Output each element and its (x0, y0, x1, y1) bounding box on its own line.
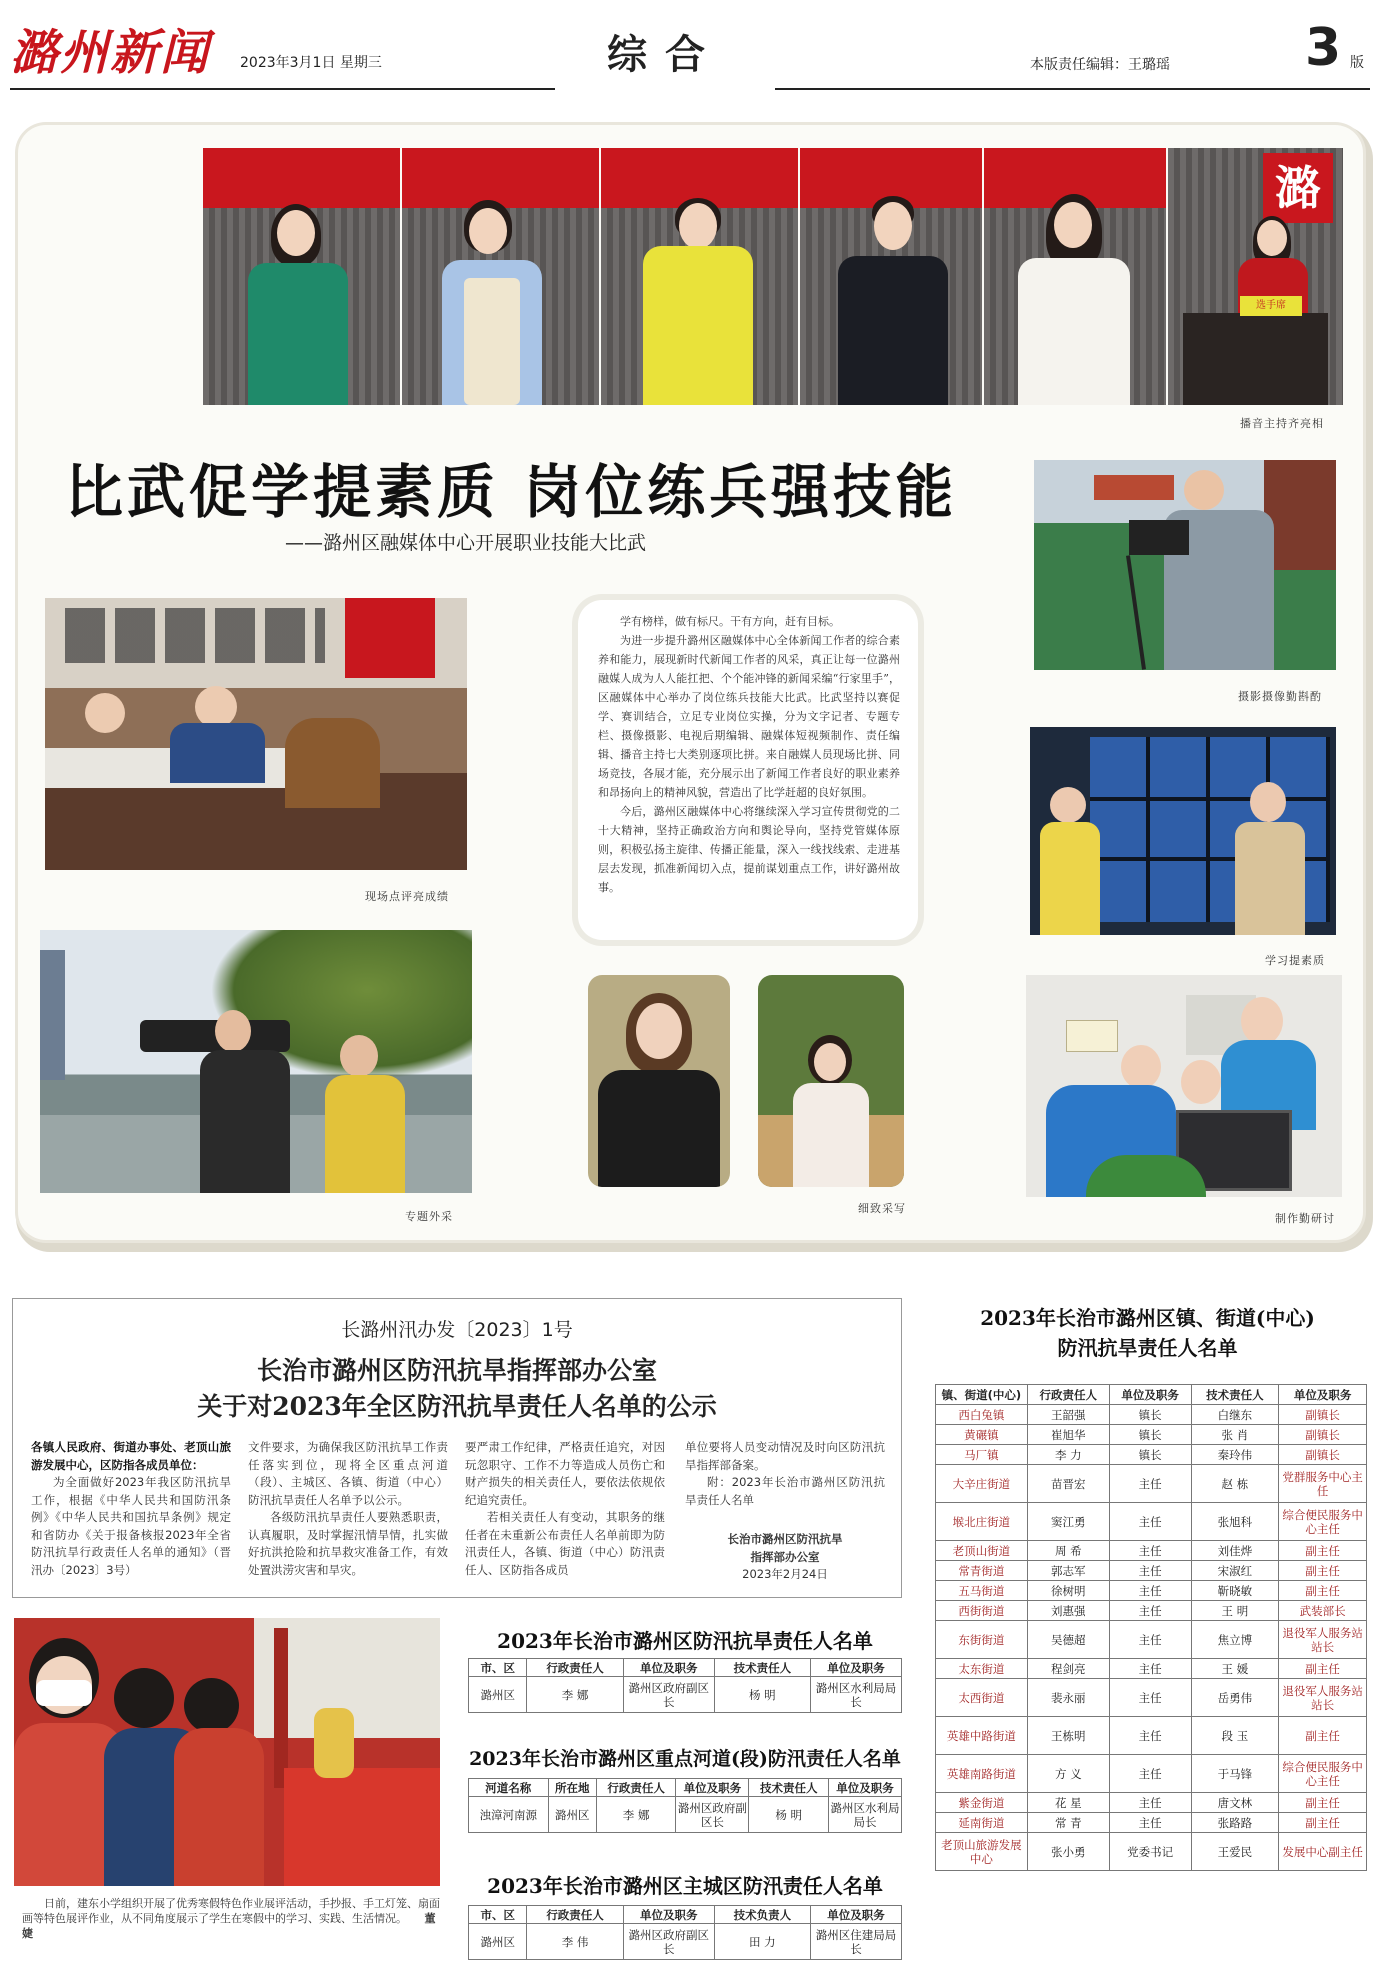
table-cell: 主任 (1109, 1561, 1191, 1581)
table-cell: 副镇长 (1279, 1405, 1367, 1425)
table-cell: 徐树明 (1027, 1581, 1109, 1601)
table-header: 所在地 (548, 1779, 596, 1797)
notice-document-number: 长潞州汛办发〔2023〕1号 (341, 1319, 573, 1341)
table-cell: 程剑亮 (1027, 1659, 1109, 1679)
table-cell: 王 明 (1191, 1601, 1279, 1621)
notice-title-line1: 长治市潞州区防汛抗旱指挥部办公室 (256, 1356, 657, 1385)
table-cell: 综合便民服务中心主任 (1279, 1503, 1367, 1541)
urban-table-title: 2023年长治市潞州区主城区防汛责任人名单 (487, 1874, 883, 1898)
table-cell: 主任 (1109, 1601, 1191, 1621)
table-cell: 李 力 (1027, 1445, 1109, 1465)
table-cell: 段 玉 (1191, 1717, 1279, 1755)
table-cell: 李 伟 (527, 1924, 623, 1960)
table-row (936, 1717, 1367, 1755)
table-cell: 武装部长 (1279, 1601, 1367, 1621)
table-header: 单位及职务 (623, 1906, 714, 1924)
table-cell: 浊漳河南源 (469, 1797, 549, 1833)
table-header: 行政责任人 (1027, 1385, 1109, 1405)
table-row (936, 1679, 1367, 1717)
table-cell: 堠北庄街道 (936, 1503, 1028, 1541)
table-header: 行政责任人 (596, 1779, 676, 1797)
article-paragraph: 今后，潞州区融媒体中心将继续深入学习宣传贯彻党的二十大精神，坚持正确政治方向和舆论导向，坚持党管媒体原则，积极弘扬主旋律、传播正能量，深入一线找线索、走进基层去发现，抓准新闻切入点，提前谋划重点工作，讲好潞州故事。 (598, 805, 900, 894)
table-cell: 焦立博 (1191, 1621, 1279, 1659)
table-cell: 潞州区住建局局长 (811, 1924, 902, 1960)
table-cell: 大辛庄街道 (936, 1465, 1028, 1503)
table-cell: 潞州区 (548, 1797, 596, 1833)
table-row (936, 1561, 1367, 1581)
table-cell: 党群服务中心主任 (1279, 1465, 1367, 1503)
notice-column-1 (31, 1439, 231, 1579)
table-cell: 主任 (1109, 1793, 1191, 1813)
table-cell: 副主任 (1279, 1541, 1367, 1561)
table-cell: 常青街道 (936, 1561, 1028, 1581)
table-cell: 于马锋 (1191, 1755, 1279, 1793)
table-cell: 镇长 (1109, 1425, 1191, 1445)
school-caption-author: 董婕 (22, 1912, 436, 1940)
masthead (0, 0, 1380, 95)
table-cell: 老顶山旅游发展中心 (936, 1833, 1028, 1871)
table-cell: 主任 (1109, 1465, 1191, 1503)
anchor-photo-strip (203, 148, 1343, 405)
table-cell: 主任 (1109, 1659, 1191, 1679)
table-cell: 杨 明 (749, 1797, 829, 1833)
notice-body: 要严肃工作纪律，严格责任追究，对因玩忽职守、工作不力等造成人员伤亡和财产损失的相关责任人，要依法依规依纪追究责任。 (465, 1440, 665, 1507)
table-cell: 西街街道 (936, 1601, 1028, 1621)
table-cell: 综合便民服务中心主任 (1279, 1755, 1367, 1793)
table-cell: 潞州区政府副区长 (623, 1677, 714, 1713)
table-cell: 延南街道 (936, 1813, 1028, 1833)
table-cell: 宋淑红 (1191, 1561, 1279, 1581)
anchor-photo-4 (800, 148, 982, 405)
table-row (469, 1924, 902, 1960)
masthead-rule-left (10, 88, 555, 90)
notice-body: 若相关责任人有变动，其职务的继任者在未重新公布责任人名单前即为防汛责任人，各镇、街道（中心）防汛责任人、区防指各成员 (465, 1510, 665, 1577)
table-row (936, 1405, 1367, 1425)
table-cell: 主任 (1109, 1755, 1191, 1793)
notice-body: 各级防汛抗旱责任人要熟悉职责，认真履职，及时掌握汛情旱情，扎实做好抗洪抢险和抗旱救灾准备工作，有效处置洪涝灾害和旱灾。 (248, 1510, 448, 1577)
table-header: 技术责任人 (749, 1779, 829, 1797)
table-cell: 窦江勇 (1027, 1503, 1109, 1541)
table-cell: 副主任 (1279, 1561, 1367, 1581)
table-cell: 主任 (1109, 1503, 1191, 1541)
table-cell: 赵 栋 (1191, 1465, 1279, 1503)
photo-review (45, 598, 467, 870)
table-cell: 主任 (1109, 1541, 1191, 1561)
towns-table (935, 1384, 1367, 1871)
table-cell: 方 义 (1027, 1755, 1109, 1793)
table-cell: 常 青 (1027, 1813, 1109, 1833)
table-header: 行政责任人 (527, 1659, 623, 1677)
photo-writing-1 (588, 975, 730, 1187)
anchor-photo-1 (203, 148, 400, 405)
notice-body: 为全面做好2023年我区防汛抗旱工作，根据《中华人民共和国防汛条例》《中华人民共和国抗旱条例》规定和省防办《关于报备核报2023年全省防汛抗旱行政责任人名单的通知》（晋汛办〔2023〕3号） (31, 1475, 231, 1577)
photo-production (1026, 975, 1342, 1197)
table-cell: 党委书记 (1109, 1833, 1191, 1871)
table-cell: 副主任 (1279, 1793, 1367, 1813)
feature-title: 比武促学提素质 岗位练兵强技能 (65, 458, 958, 526)
table-row (936, 1425, 1367, 1445)
school-caption-text: 日前，建东小学组织开展了优秀寒假特色作业展评活动，手抄报、手工灯笼、扇面画等特色展评作业，从不同角度展示了学生在寒假中的学习、实践、生活情况。 (22, 1897, 440, 1925)
table-cell: 刘惠强 (1027, 1601, 1109, 1621)
notice-title-line2: 关于对2023年全区防汛抗旱责任人名单的公示 (197, 1392, 717, 1421)
towns-table-title-line2: 防汛抗旱责任人名单 (1057, 1336, 1238, 1360)
table-row (936, 1503, 1367, 1541)
notice-signature-2: 指挥部办公室 (750, 1549, 820, 1564)
table-row (936, 1755, 1367, 1793)
table-row (936, 1793, 1367, 1813)
photo-writing-2 (758, 975, 904, 1187)
table-cell: 英雄中路街道 (936, 1717, 1028, 1755)
table-cell: 太西街道 (936, 1679, 1028, 1717)
table-cell: 裴永丽 (1027, 1679, 1109, 1717)
caption-outdoor: 专题外采 (405, 1210, 453, 1223)
table-cell: 唐文林 (1191, 1793, 1279, 1813)
table-cell: 郭志军 (1027, 1561, 1109, 1581)
table-cell: 主任 (1109, 1679, 1191, 1717)
table-row (936, 1601, 1367, 1621)
table-cell: 东街街道 (936, 1621, 1028, 1659)
newspaper-logo: 潞州新闻 (10, 25, 211, 81)
table-cell: 刘佳烨 (1191, 1541, 1279, 1561)
table-cell: 花 星 (1027, 1793, 1109, 1813)
table-cell: 张小勇 (1027, 1833, 1109, 1871)
table-header: 单位及职务 (676, 1779, 749, 1797)
towns-table-title-line1: 2023年长治市潞州区镇、街道(中心) (980, 1306, 1315, 1330)
table-cell: 西白兔镇 (936, 1405, 1028, 1425)
river-table-title: 2023年长治市潞州区重点河道(段)防汛责任人名单 (469, 1748, 901, 1770)
table-cell: 退役军人服务站站长 (1279, 1621, 1367, 1659)
table-header: 行政责任人 (527, 1906, 623, 1924)
table-cell: 潞州区政府副区长 (676, 1797, 749, 1833)
table-cell: 副镇长 (1279, 1445, 1367, 1465)
table-cell: 潞州区水利局局长 (811, 1677, 902, 1713)
table-cell: 潞州区 (469, 1924, 527, 1960)
caption-production: 制作勤研讨 (1275, 1212, 1335, 1225)
table-cell: 王 媛 (1191, 1659, 1279, 1679)
section-header (565, 25, 765, 85)
table-cell: 苗晋宏 (1027, 1465, 1109, 1503)
table-header: 单位及职务 (623, 1659, 714, 1677)
caption-anchors: 播音主持齐亮相 (1240, 417, 1324, 430)
table-cell: 张旭科 (1191, 1503, 1279, 1541)
table-cell: 镇长 (1109, 1405, 1191, 1425)
table-cell: 潞州区 (469, 1677, 527, 1713)
table-cell: 主任 (1109, 1717, 1191, 1755)
feature-subtitle: ——潞州区融媒体中心开展职业技能大比武 (285, 532, 647, 554)
photo-camera (1034, 460, 1336, 670)
notice-column-3 (465, 1439, 665, 1579)
caption-writing: 细致采写 (858, 1202, 906, 1215)
notice-column-2 (248, 1439, 448, 1579)
river-table (468, 1778, 902, 1833)
notice-attachment: 附：2023年长治市潞州区防汛抗旱责任人名单 (685, 1475, 885, 1507)
notice-date: 2023年2月24日 (742, 1567, 828, 1581)
table-cell: 主任 (1109, 1621, 1191, 1659)
anchor-photo-6 (1168, 148, 1343, 405)
notice-body: 单位要将人员变动情况及时向区防汛抗旱指挥部备案。 (685, 1440, 885, 1472)
table-row (936, 1621, 1367, 1659)
table-header: 单位及职务 (1279, 1385, 1367, 1405)
table-cell: 退役军人服务站站长 (1279, 1679, 1367, 1717)
table-cell: 副主任 (1279, 1659, 1367, 1679)
caption-camera: 摄影摄像勤斟酌 (1238, 690, 1322, 703)
table-header: 市、区 (469, 1659, 527, 1677)
table-header: 镇、街道(中心) (936, 1385, 1028, 1405)
notice-salutation: 各镇人民政府、街道办事处、老顶山旅游发展中心，区防指各成员单位： (31, 1440, 231, 1472)
notice-signature-1: 长治市潞州区防汛抗旱 (727, 1532, 843, 1546)
table-cell: 镇长 (1109, 1445, 1191, 1465)
photo-school (14, 1618, 440, 1886)
anchor-strip-sign: 潞 (1263, 153, 1333, 223)
table-cell: 王爱民 (1191, 1833, 1279, 1871)
school-photo-caption (22, 1896, 442, 1941)
table-row (469, 1677, 902, 1713)
table-cell: 李 娜 (527, 1677, 623, 1713)
table-cell: 王栋明 (1027, 1717, 1109, 1755)
flood-control-notice (12, 1298, 902, 1598)
table-cell: 田 力 (714, 1924, 810, 1960)
table-header: 单位及职务 (1109, 1385, 1191, 1405)
table-header: 技术负责人 (714, 1906, 810, 1924)
anchor-photo-3 (601, 148, 798, 405)
photo-outdoor (40, 930, 472, 1193)
table-header: 单位及职务 (811, 1906, 902, 1924)
table-cell: 紫金街道 (936, 1793, 1028, 1813)
table-header: 市、区 (469, 1906, 527, 1924)
table-cell: 张路路 (1191, 1813, 1279, 1833)
table-cell: 白继东 (1191, 1405, 1279, 1425)
table-row (936, 1465, 1367, 1503)
table-cell: 发展中心副主任 (1279, 1833, 1367, 1871)
table-cell: 张 肖 (1191, 1425, 1279, 1445)
article-paragraph: 学有榜样，做有标尺。干有方向，赶有目标。 (620, 615, 840, 628)
table-cell: 王韶强 (1027, 1405, 1109, 1425)
page-unit: 版 (1350, 55, 1364, 71)
table-row (936, 1541, 1367, 1561)
table-cell: 秦玲伟 (1191, 1445, 1279, 1465)
table-cell: 副主任 (1279, 1717, 1367, 1755)
table-row (936, 1813, 1367, 1833)
table-header: 河道名称 (469, 1779, 549, 1797)
table-row (936, 1833, 1367, 1871)
anchor-photo-5 (984, 148, 1166, 405)
table-cell: 老顶山街道 (936, 1541, 1028, 1561)
table-cell: 副主任 (1279, 1813, 1367, 1833)
article-paragraph: 为进一步提升潞州区融媒体中心全体新闻工作者的综合素养和能力，展现新时代新闻工作者的风采，真正让每一位潞州融媒人成为人人能扛把、个个能冲锋的新闻采编“行家里手”，区融媒体中心举办了岗位练兵技能大比武。比武坚持以赛促学、赛训结合，立足专业岗位实操，分为文字记者、专题专栏、摄像摄影、电视后期编辑、融媒体短视频制作、责任编辑、播音主持七大类别逐项比拼。来自融媒人员现场比拼、同场竞技，各展才能，充分展示出了新闻工作者良好的职业素养和昂扬向上的精神风貌，营造出了比学赶超的良好氛围。 (598, 634, 900, 799)
table-cell: 崔旭华 (1027, 1425, 1109, 1445)
table-cell: 潞州区政府副区长 (623, 1924, 714, 1960)
district-table-title: 2023年长治市潞州区防汛抗旱责任人名单 (497, 1629, 873, 1653)
notice-column-4 (685, 1439, 885, 1584)
masthead-rule-right (775, 88, 1370, 90)
table-cell: 副镇长 (1279, 1425, 1367, 1445)
photo-study (1030, 727, 1336, 935)
section-name: 综合 (607, 31, 723, 78)
table-cell: 太东街道 (936, 1659, 1028, 1679)
caption-review: 现场点评亮成绩 (365, 890, 449, 903)
page-number: 3 (1305, 18, 1342, 78)
issue-date: 2023年3月1日 星期三 (240, 55, 382, 71)
table-cell: 靳晓敏 (1191, 1581, 1279, 1601)
table-row (469, 1797, 902, 1833)
table-cell: 五马街道 (936, 1581, 1028, 1601)
table-cell: 岳勇伟 (1191, 1679, 1279, 1717)
urban-table (468, 1905, 902, 1960)
district-table (468, 1658, 902, 1713)
table-cell: 吴德超 (1027, 1621, 1109, 1659)
table-header: 技术责任人 (714, 1659, 810, 1677)
table-header: 单位及职务 (829, 1779, 902, 1797)
table-cell: 黄碾镇 (936, 1425, 1028, 1445)
table-row (936, 1659, 1367, 1679)
table-cell: 潞州区水利局局长 (829, 1797, 902, 1833)
table-cell: 主任 (1109, 1581, 1191, 1601)
table-cell: 马厂镇 (936, 1445, 1028, 1465)
notice-body: 文件要求，为确保我区防汛抗旱工作责任落实到位，现将全区重点河道（段）、主城区、各镇、街道（中心）防汛抗旱责任人名单予以公示。 (248, 1440, 448, 1507)
table-cell: 周 希 (1027, 1541, 1109, 1561)
table-header: 技术责任人 (1191, 1385, 1279, 1405)
table-cell: 杨 明 (714, 1677, 810, 1713)
page-editor: 本版责任编辑：王璐瑶 (1030, 57, 1170, 73)
table-row (936, 1445, 1367, 1465)
caption-study: 学习提素质 (1265, 954, 1325, 967)
table-cell: 李 娜 (596, 1797, 676, 1833)
table-header: 单位及职务 (811, 1659, 902, 1677)
contestant-badge: 选手席 (1240, 296, 1302, 316)
table-cell: 副主任 (1279, 1581, 1367, 1601)
table-cell: 英雄南路街道 (936, 1755, 1028, 1793)
article-text (598, 612, 900, 897)
table-cell: 主任 (1109, 1813, 1191, 1833)
anchor-photo-2 (402, 148, 599, 405)
table-row (936, 1581, 1367, 1601)
